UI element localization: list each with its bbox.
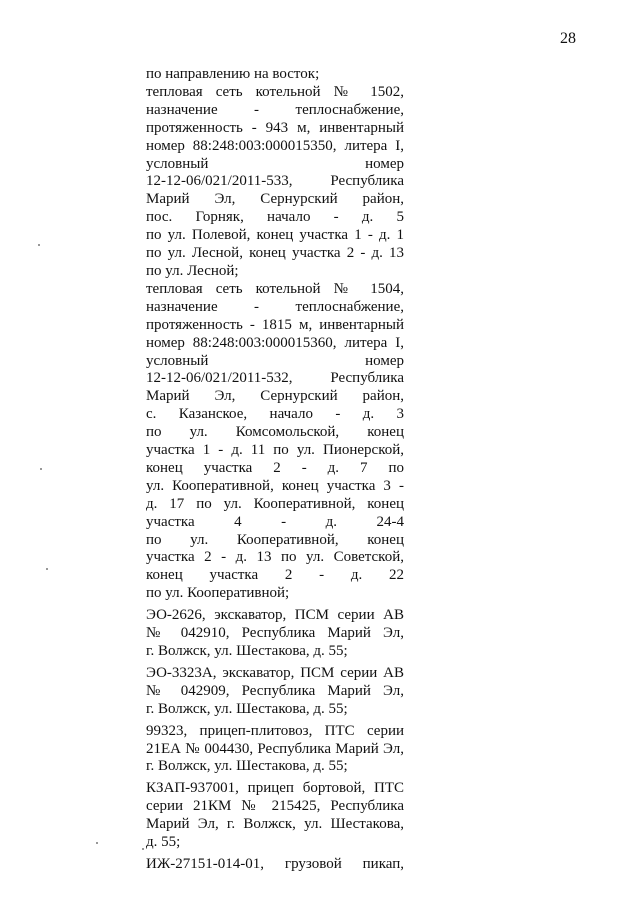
text-line: конец участка 2 - д. 7 по xyxy=(146,459,404,476)
page-number: 28 xyxy=(560,30,576,47)
text-line: по ул. Лесной, конец участка 2 - д. 13 xyxy=(146,245,404,262)
scan-speck xyxy=(96,842,98,844)
text-line: д. 55; xyxy=(146,834,181,851)
scan-speck xyxy=(38,244,40,246)
text-line: № 042909, Республика Марий Эл, xyxy=(146,682,404,699)
scan-speck xyxy=(40,468,42,470)
text-line: Марий Эл, г. Волжск, ул. Шестакова, xyxy=(146,816,404,833)
document-text-column xyxy=(146,66,404,874)
text-line: по направлению на восток; xyxy=(146,66,320,82)
text-line: условный номер xyxy=(146,155,404,172)
text-line: Марий Эл, Сернурский район, xyxy=(146,388,404,405)
text-line: 12-12-06/021/2011-532, Республика xyxy=(146,370,404,387)
text-line: по ул. Кооперативной, конец xyxy=(146,531,404,548)
text-line: серии 21КМ № 215425, Республика xyxy=(146,798,404,815)
text-line: по ул. Лесной; xyxy=(146,262,239,279)
text-line: по ул. Кооперативной; xyxy=(146,585,290,602)
text-line: Марий Эл, Сернурский район, xyxy=(146,191,404,208)
text-line: с. Казанское, начало - д. 3 xyxy=(146,406,404,423)
text-line: ЭО-3323А, экскаватор, ПСМ серии АВ xyxy=(146,664,404,681)
text-line: номер 88:248:003:000015350, литера I, xyxy=(146,137,404,154)
text-line: по ул. Комсомольской, конец xyxy=(146,424,404,441)
text-line: г. Волжск, ул. Шестакова, д. 55; xyxy=(146,758,348,775)
scan-speck xyxy=(142,848,144,850)
text-line: д. 17 по ул. Кооперативной, конец xyxy=(146,495,404,512)
text-line: г. Волжск, ул. Шестакова, д. 55; xyxy=(146,700,348,717)
text-line: ИЖ-27151-014-01, грузовой пикап, xyxy=(146,855,404,872)
text-line: конец участка 2 - д. 22 xyxy=(146,567,404,584)
text-line: назначение - теплоснабжение, xyxy=(146,298,404,315)
text-line: № 042910, Республика Марий Эл, xyxy=(146,625,404,642)
text-line: номер 88:248:003:000015360, литера I, xyxy=(146,334,404,351)
text-line: протяженность - 1815 м, инвентарный xyxy=(146,316,404,333)
text-line: участка 4 - д. 24-4 xyxy=(146,513,404,530)
text-line: участка 2 - д. 13 по ул. Советской, xyxy=(146,549,404,566)
text-line: тепловая сеть котельной № 1504, xyxy=(146,280,404,297)
text-line: КЗАП-937001, прицеп бортовой, ПТС xyxy=(146,780,404,797)
text-line: ЭО-2626, экскаватор, ПСМ серии АВ xyxy=(146,607,404,624)
text-line: назначение - теплоснабжение, xyxy=(146,101,404,118)
text-line: 99323, прицеп-плитовоз, ПТС серии xyxy=(146,722,404,739)
text-line: по ул. Полевой, конец участка 1 - д. 1 xyxy=(146,227,404,244)
text-line: 12-12-06/021/2011-533, Республика xyxy=(146,173,404,190)
text-line: тепловая сеть котельной № 1502, xyxy=(146,83,404,100)
text-line: пос. Горняк, начало - д. 5 xyxy=(146,209,404,226)
scan-speck xyxy=(46,568,48,570)
text-line: участка 1 - д. 11 по ул. Пионерской, xyxy=(146,442,404,459)
text-line: г. Волжск, ул. Шестакова, д. 55; xyxy=(146,643,348,659)
text-line: протяженность - 943 м, инвентарный xyxy=(146,119,404,136)
text-line: 21ЕА № 004430, Республика Марий Эл, xyxy=(146,740,404,757)
text-line: условный номер xyxy=(146,352,404,369)
text-line: ул. Кооперативной, конец участка 3 - xyxy=(146,477,404,494)
